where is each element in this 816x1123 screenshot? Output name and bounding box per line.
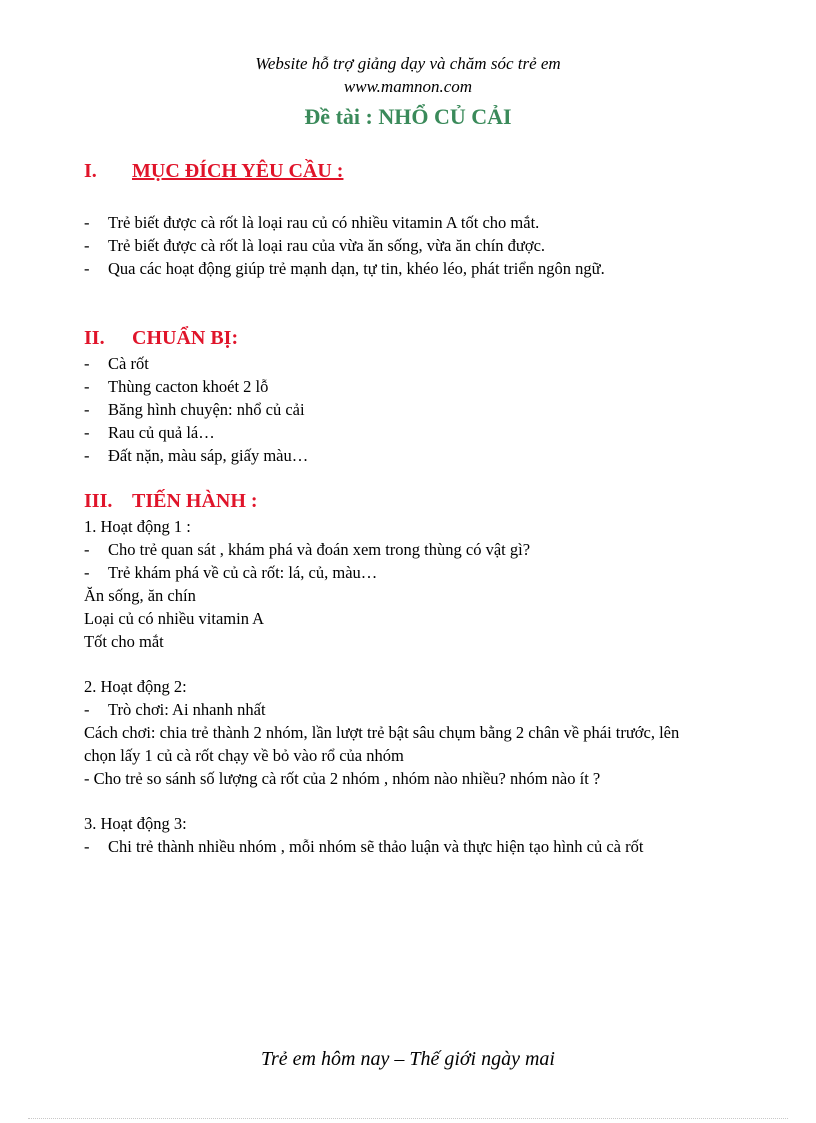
list-item-text: Trẻ khám phá về củ cà rốt: lá, củ, màu…: [108, 563, 378, 582]
bullet-dash: -: [84, 236, 90, 255]
activity-1-note: Loại củ có nhiều vitamin A: [84, 609, 265, 628]
bullet-dash: -: [84, 540, 90, 559]
bullet-dash: -: [84, 700, 90, 719]
list-item-text: Đất nặn, màu sáp, giấy màu…: [108, 446, 309, 465]
bullet-dash: -: [84, 377, 90, 396]
section-3-number: III.: [84, 490, 113, 512]
list-item-text: Chi trẻ thành nhiều nhóm , mỗi nhóm sẽ thảo luận và thực hiện tạo hình củ cà rốt: [108, 837, 644, 856]
bullet-dash: -: [84, 400, 90, 419]
footer-divider: [28, 1118, 788, 1119]
list-item-text: Trẻ biết được cà rốt là loại rau củ có nhiều vitamin A tốt cho mắt.: [108, 213, 540, 232]
activity-2-rules: Cách chơi: chia trẻ thành 2 nhóm, lần lượt trẻ bật sâu chụm bằng 2 chân về phái trước, lên: [84, 723, 680, 742]
list-item-text: Cà rốt: [108, 354, 149, 373]
bullet-dash: -: [84, 354, 90, 373]
footer-slogan: Trẻ em hôm nay – Thế giới ngày mai: [261, 1048, 555, 1070]
bullet-dash: -: [84, 213, 90, 232]
bullet-dash: -: [84, 837, 90, 856]
bullet-dash: -: [84, 423, 90, 442]
list-item-text: Trẻ biết được cà rốt là loại rau của vừa ăn sống, vừa ăn chín được.: [108, 236, 546, 255]
list-item-text: Trò chơi: Ai nhanh nhất: [108, 700, 266, 719]
activity-3-heading: 3. Hoạt động 3:: [84, 814, 187, 833]
website-url: www.mamnon.com: [343, 77, 473, 96]
list-item-text: Rau củ quả lá…: [108, 423, 215, 442]
list-item-text: Băng hình chuyện: nhổ củ cải: [108, 400, 305, 419]
activity-1-note: Tốt cho mắt: [84, 632, 164, 651]
list-item-text: Cho trẻ quan sát , khám phá và đoán xem trong thùng có vật gì?: [108, 540, 531, 559]
section-1-number: I.: [84, 160, 97, 182]
section-3-heading: [84, 490, 258, 513]
bullet-dash: -: [84, 563, 90, 582]
document-title: Đề tài : NHỔ CỦ CẢI: [304, 104, 512, 129]
section-1-label: MỤC ĐÍCH YÊU CẦU :: [132, 160, 344, 182]
list-item-text: Qua các hoạt động giúp trẻ mạnh dạn, tự tin, khéo léo, phát triển ngôn ngữ.: [108, 259, 605, 278]
list-item-text: Thùng cacton khoét 2 lỗ: [108, 377, 269, 396]
section-1-heading: [84, 160, 344, 183]
bullet-dash: -: [84, 446, 90, 465]
section-2-heading: [84, 327, 239, 350]
section-3-label: TIẾN HÀNH :: [132, 490, 258, 512]
activity-1-note: Ăn sống, ăn chín: [84, 586, 196, 605]
section-2-number: II.: [84, 327, 105, 349]
activity-2-heading: 2. Hoạt động 2:: [84, 677, 187, 696]
bullet-dash: -: [84, 259, 90, 278]
activity-2-compare: - Cho trẻ so sánh số lượng cà rốt của 2 nhóm , nhóm nào nhiều? nhóm nào ít ?: [84, 769, 601, 788]
section-2-label: CHUẨN BỊ:: [132, 327, 239, 349]
website-header: Website hỗ trợ giảng dạy và chăm sóc trẻ em: [255, 54, 561, 73]
activity-1-heading: 1. Hoạt động 1 :: [84, 517, 191, 536]
activity-2-rules-cont: chọn lấy 1 củ cà rốt chạy về bỏ vào rổ của nhóm: [84, 746, 404, 765]
